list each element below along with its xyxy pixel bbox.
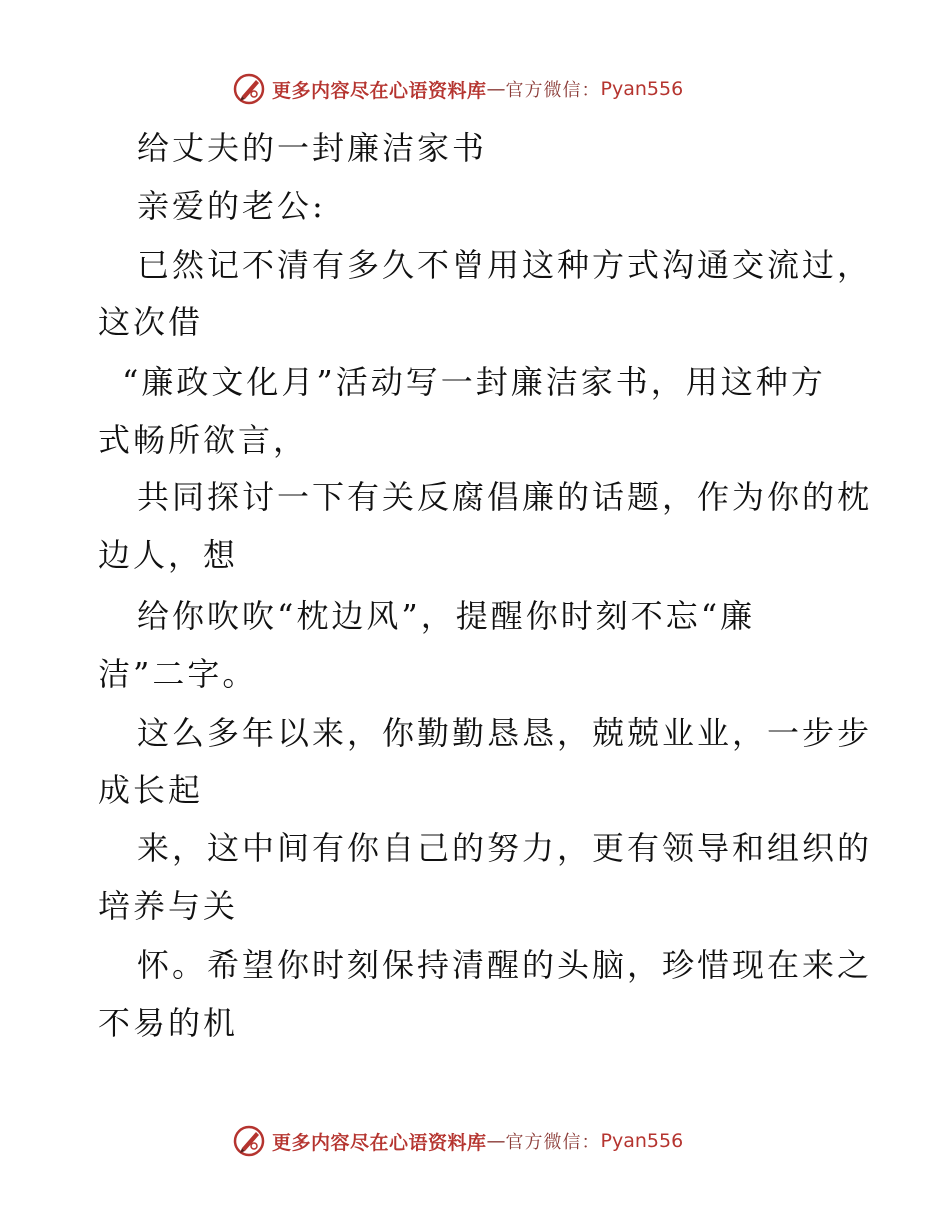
banner-account: Pyan556 <box>600 78 684 100</box>
body-line: 培养与关 <box>98 887 239 925</box>
banner-sub-text: 官方微信： <box>505 80 601 101</box>
body-line: 已然记不清有多久不曾用这种方式沟通交流过， <box>137 246 873 284</box>
body-line: 不易的机 <box>98 1004 239 1042</box>
red-pen-circle-logo-icon <box>232 1124 266 1158</box>
banner-dash: — <box>486 1130 506 1152</box>
body-line: 怀。希望你时刻保持清醒的头脑，珍惜现在来之 <box>137 946 873 984</box>
body-line: 式畅所欲言， <box>98 421 309 459</box>
body-line: 这么多年以来，你勤勤恳恳，兢兢业业，一步步 <box>137 714 873 752</box>
body-line: “廉政文化月”活动写一封廉洁家书，用这种方 <box>122 363 826 401</box>
body-line: 这次借 <box>98 303 204 341</box>
document-title: 给丈夫的一封廉洁家书 <box>137 129 488 167</box>
banner-account: Pyan556 <box>600 1130 684 1152</box>
body-line: 洁”二字。 <box>98 655 258 693</box>
banner-dash: — <box>486 78 506 100</box>
body-line: 给你吹吹“枕边风”，提醒你时刻不忘“廉 <box>137 597 756 635</box>
banner-sub-text: 官方微信： <box>505 1132 601 1153</box>
salutation: 亲爱的老公: <box>137 187 326 225</box>
header-banner <box>232 72 683 106</box>
red-pen-circle-logo-icon <box>232 72 266 106</box>
body-line: 边人，想 <box>98 536 239 574</box>
body-line: 共同探讨一下有关反腐倡廉的话题，作为你的枕 <box>137 478 873 516</box>
banner-main-text: 更多内容尽在心语资料库 <box>272 79 487 102</box>
footer-banner <box>232 1124 683 1158</box>
body-line: 成长起 <box>98 771 204 809</box>
body-line: 来，这中间有你自己的努力，更有领导和组织的 <box>137 829 873 867</box>
banner-main-text: 更多内容尽在心语资料库 <box>272 1131 487 1154</box>
